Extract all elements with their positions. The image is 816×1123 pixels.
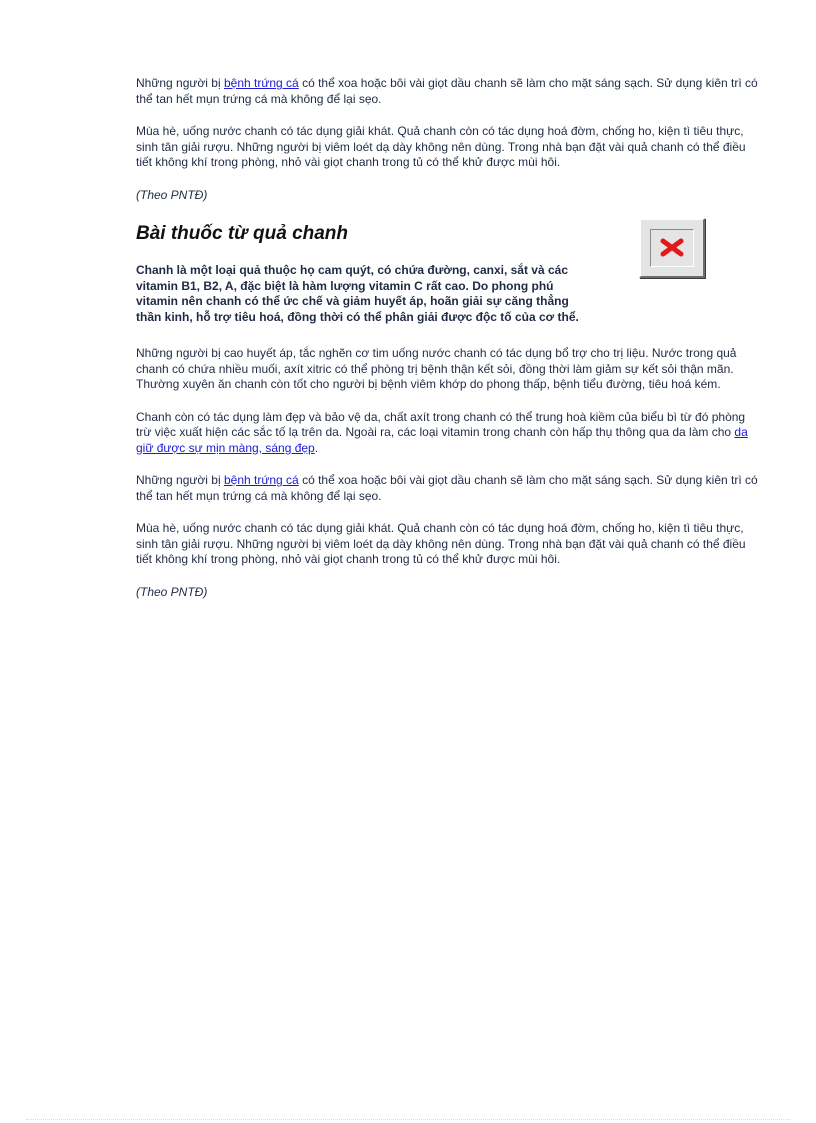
broken-image-placeholder bbox=[639, 218, 705, 278]
text: Những người bị bbox=[136, 76, 224, 90]
source-credit: (Theo PNTĐ) bbox=[136, 584, 208, 599]
article-title: Bài thuốc từ quả chanh bbox=[136, 223, 349, 244]
text: Những người bị bbox=[136, 473, 224, 487]
text: Chanh còn có tác dụng làm đẹp và bảo vệ da, chất axít trong chanh có thể trung hoà kiềm của biểu bì từ đó phòng trừ việc xuất hiện các sắc tố lạ trên da. Ngoài ra, các loại vitamin trong chanh còn hấp thụ thông qua da làm cho bbox=[136, 409, 746, 439]
paragraph-acne-1 bbox=[136, 76, 758, 107]
link-acne[interactable]: bệnh trứng cá bbox=[223, 473, 299, 487]
text: có thể xoa hoặc bôi vài giọt dầu chanh sẽ làm cho mặt sáng sạch. Sử dụng kiên trì có thể tan hết mụn trứng cá mà không để lại sẹo. bbox=[136, 473, 758, 503]
paragraph-blood-pressure: Những người bị cao huyết áp, tắc nghẽn cơ tim uống nước chanh có tác dụng bổ trợ cho trị liệu. Nước trong quả chanh có chứa nhiều muối, axít xitric có thể phòng trị bệnh thận kết sỏi, đồng thời làm giảm sự kết sỏi thận mãn. Thường xuyên ăn chanh còn tốt cho người bị bệnh viêm khớp do phong thấp, bệnh tiểu đường, tiêu hoá kém. bbox=[136, 346, 737, 391]
paragraph-acne-2 bbox=[136, 473, 758, 504]
paragraph-summer-1: Mùa hè, uống nước chanh có tác dụng giải khát. Quả chanh còn có tác dụng hoá đờm, chống ho, kiện tì tiêu thực, sinh tân giải rượu. Những người bị viêm loét dạ dày không nên dùng. Trong nhà bạn đặt vài quả chanh có thể điều tiết không khí trong phòng, nhỏ vài giọt chanh trong tủ có thể khử được mùi hôi. bbox=[136, 124, 746, 169]
image-frame bbox=[650, 229, 694, 267]
text: có thể xoa hoặc bôi vài giọt dầu chanh sẽ làm cho mặt sáng sạch. Sử dụng kiên trì có thể tan hết mụn trứng cá mà không để lại sẹo. bbox=[136, 76, 758, 106]
paragraph-skin bbox=[136, 410, 758, 457]
link-acne[interactable]: bệnh trứng cá bbox=[223, 76, 299, 90]
document-body bbox=[136, 76, 758, 620]
paragraph-summer-2: Mùa hè, uống nước chanh có tác dụng giải khát. Quả chanh còn có tác dụng hoá đờm, chống ho, kiện tì tiêu thực, sinh tân giải rượu. Những người bị viêm loét dạ dày không nên dùng. Trong nhà bạn đặt vài quả chanh có thể điều tiết không khí trong phòng, nhỏ vài giọt chanh trong tủ có thể khử được mùi hôi. bbox=[136, 521, 746, 566]
broken-image-icon bbox=[651, 230, 693, 266]
article-lead: Chanh là một loại quả thuộc họ cam quýt, có chứa đường, canxi, sắt và các vitamin B1, B2, A, đặc biệt là hàm lượng vitamin C rất cao. Do phong phú vitamin nên chanh có thể ức chế và giảm huyết áp, hoãn giải sự căng thẳng thần kinh, hỗ trợ tiêu hoá, đồng thời có thể phân giải được độc tố của cơ thể. bbox=[136, 263, 579, 324]
link-skin[interactable]: da giữ được sự mịn màng, sáng đẹp bbox=[136, 425, 748, 455]
page-bottom-divider bbox=[26, 1119, 790, 1120]
source-credit: (Theo PNTĐ) bbox=[136, 187, 208, 202]
text: . bbox=[314, 440, 319, 455]
